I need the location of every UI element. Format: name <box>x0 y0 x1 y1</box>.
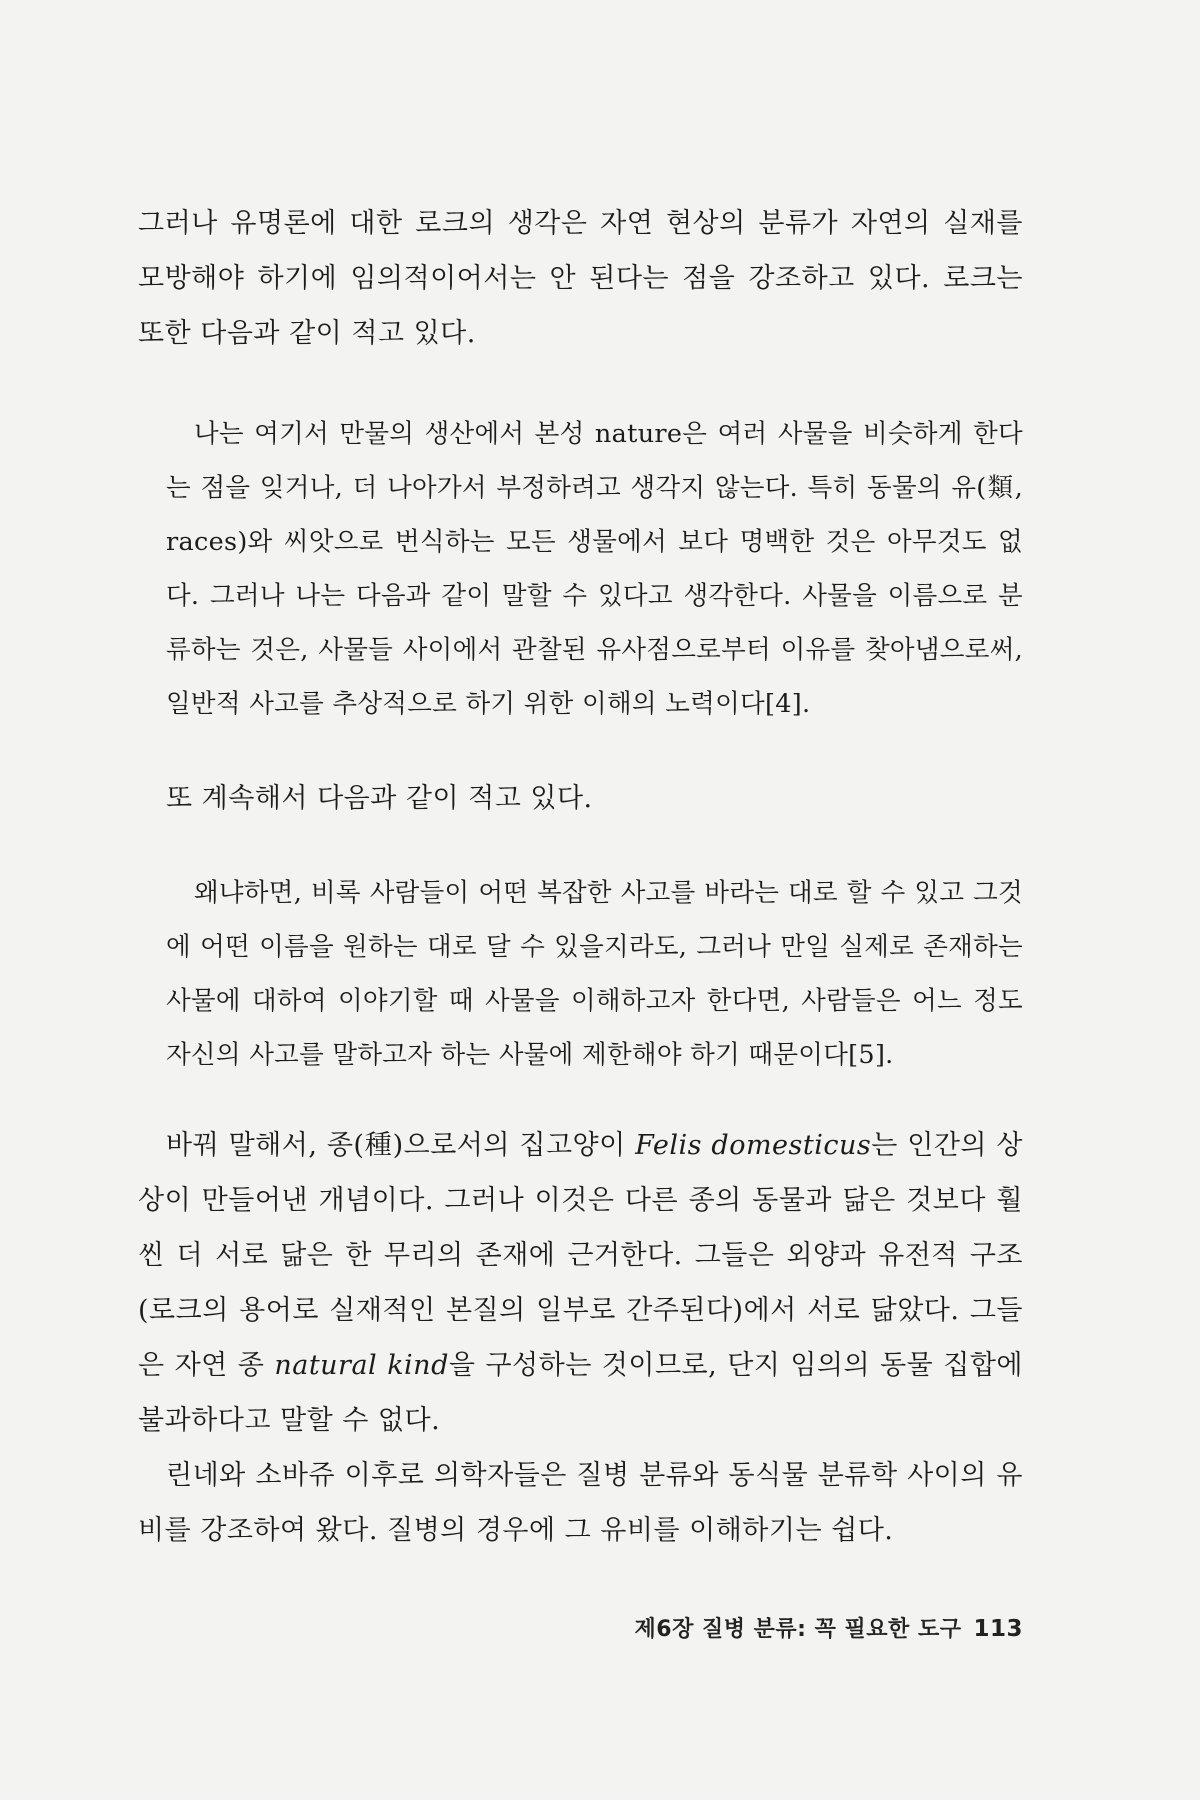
block-quote-locke-ideas: 왜냐하면, 비록 사람들이 어떤 복잡한 사고를 바라는 대로 할 수 있고 그것에 어떤 이름을 원하는 대로 달 수 있을지라도, 그러나 만일 실제로 존재하는 사물에 대하여 이야기할 때 사물을 이해하고자 한다면, 사람들은 어느 정도 자신의 사고를 말하고자 하는 사물에 제한해야 하기 때문이다[5]. <box>166 878 1023 1070</box>
paragraph-locke-nominalism: 그러나 유명론에 대한 로크의 생각은 자연 현상의 분류가 자연의 실재를 모방해야 하기에 임의적이어서는 안 된다는 점을 강조하고 있다. 로크는 또한 다음과 같이 적고 있다. <box>138 208 1023 349</box>
paragraph-continuation: 또 계속해서 다음과 같이 적고 있다. <box>166 783 593 814</box>
page-footer <box>635 1612 1023 1643</box>
paragraph-text-segment: 는 인간의 상상이 만들어낸 개념이다. 그러나 이것은 다른 종의 동물과 닮은 것보다 훨씬 더 서로 닮은 한 무리의 존재에 근거한다. 그들은 외양과 유전적 구조(로크의 용어로 실재적인 본질의 일부로 간주된다)에서 서로 닮았다. 그들은 자연 종 <box>138 1130 1023 1381</box>
paragraph-felis-domesticus <box>138 1118 1023 1448</box>
species-name-italic: Felis domesticus <box>635 1130 872 1161</box>
page-body <box>138 196 1023 1558</box>
paragraph-text-segment: 을 구성하는 것이므로, 단지 임의의 동물 집합에 불과하다고 말할 수 없다. <box>138 1350 1024 1436</box>
page-number: 113 <box>973 1616 1023 1642</box>
paragraph-text-segment: 바꿔 말해서, 종(種)으로서의 집고양이 <box>166 1130 636 1161</box>
running-head: 제6장 질병 분류: 꼭 필요한 도구 <box>634 1617 962 1642</box>
block-quote-locke-nature: 나는 여기서 만물의 생산에서 본성 nature은 여러 사물을 비슷하게 한다는 점을 잊거나, 더 나아가서 부정하려고 생각지 않는다. 특히 동물의 유(類, races)와 씨앗으로 번식하는 모든 생물에서 보다 명백한 것은 아무것도 없다. 그러나 나는 다음과 같이 말할 수 있다고 생각한다. 사물을 이름으로 분류하는 것은, 사물들 사이에서 관찰된 유사점으로부터 이유를 찾아냄으로써, 일반적 사고를 추상적으로 하기 위한 이해의 노력이다[4]. <box>166 419 1023 719</box>
paragraph-linnaeus-sauvages: 린네와 소바쥬 이후로 의학자들은 질병 분류와 동식물 분류학 사이의 유비를 강조하여 왔다. 질병의 경우에 그 유비를 이해하기는 쉽다. <box>138 1460 1023 1546</box>
natural-kind-italic: natural kind <box>274 1350 449 1381</box>
